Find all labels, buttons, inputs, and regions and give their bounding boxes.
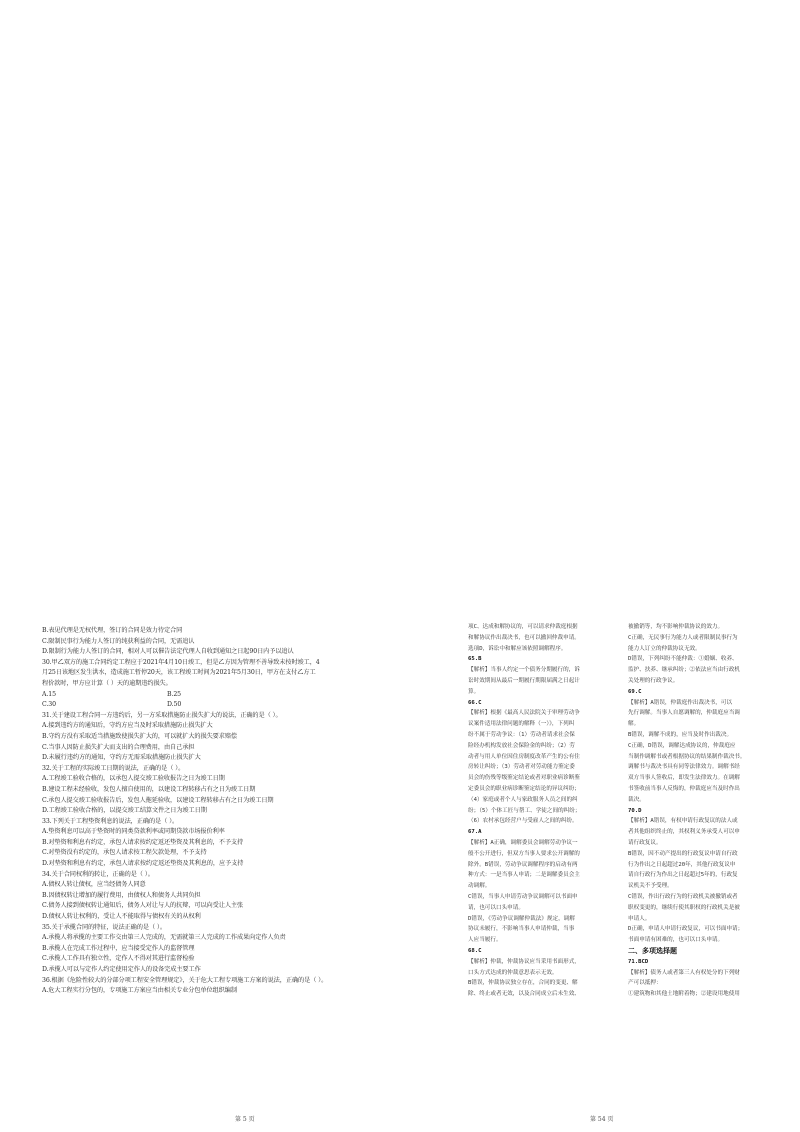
left-page-number: 第 5 页 [235, 1116, 255, 1123]
text-line: 请自行政行为作出之日起超过5年的，行政复 [628, 872, 738, 879]
text-line: 项C、达成和解协议的，可以请求仲裁庭根据 [468, 624, 578, 630]
text-line: 解。 [628, 721, 640, 728]
option-line: A.垫资利息可以高于垫资时的同类贷款利率或同期贷款市场报价利率 [42, 828, 225, 836]
text-line: 口头方式达成的仲裁意思表示无效。 [468, 969, 558, 976]
text-line: 先行调解。当事人自愿调解的，仲裁庭应当调 [628, 710, 740, 717]
text-line: 除外。B错误，劳动争议调解程序的启动有两 [468, 861, 578, 868]
text-line: 纷；（5）个体工匠与帮工、学徒之间的纠纷； [468, 807, 581, 814]
option-line: D.债权人转让权利的，受让人不能取得与债权有关的从权利 [42, 913, 201, 921]
text-line: 【解析】A错误，仲裁庭作出裁决书，可以 [628, 699, 733, 706]
text-line: 算。 [468, 688, 480, 695]
text-line: 书签收前当事人反悔的，仲裁庭应当及时作出 [628, 785, 740, 792]
text-line: 能力人订立的仲裁协议无效。 [628, 645, 701, 652]
left-page [42, 626, 462, 997]
text-line: 监护、扶养、继承纠纷；②依法应当由行政机 [628, 667, 740, 674]
text-line: C.限制民事行为能力人签订的纯获利益的合同，无需追认 [42, 637, 195, 645]
text-line: 议机关不予受理。 [628, 883, 673, 890]
option-line: C.当事人因防止损失扩大而支出的合理费用，由自己承担 [42, 743, 195, 751]
option-line: A.工程竣工验收合格的，以承包人提交竣工验收报告之日为竣工日期 [42, 775, 225, 783]
text-line: 【解析】根据《最高人民法院关于审理劳动争 [468, 710, 580, 717]
text-line: 和解协议作出裁决书，也可以撤回仲裁申请。 [468, 634, 580, 641]
text-line: 双方当事人签收后，即发生法律效力。在调解 [628, 775, 740, 782]
option-d: D.50 [167, 701, 182, 709]
text-line: 动调解。 [468, 883, 491, 890]
text-line: 程价款时，甲方应计算（ ）天的逾期违约损失。 [42, 679, 172, 687]
text-line: 险经办机构发放社会保险金的纠纷；（2）劳 [468, 742, 575, 749]
answer-68: 68.C [468, 947, 482, 954]
text-line: 协议未履行，不影响当事人申请仲裁，当事 [468, 926, 575, 933]
answer-70: 70.D [628, 807, 642, 814]
text-line: C错误，作出行政行为的行政机关被撤销或者 [628, 893, 738, 900]
text-line: 当制作调解书或者根据协议的结果制作裁决书。 [628, 753, 746, 760]
text-line: B错误，因不动产提出的行政复议申请自行政 [628, 850, 738, 857]
question-35: 35.关于承揽合同的特征，说法正确的是（ ）。 [42, 923, 166, 931]
text-line: 调解书与裁决书具有同等法律效力。调解书经 [628, 764, 740, 771]
option-a: A.15 [42, 690, 56, 698]
text-line: 书面申请有困难的，也可以口头申请。 [628, 937, 724, 944]
text-line: ①建筑物和其他土地附着物；②建设用地使用 [628, 991, 740, 998]
text-line: 职权变更的，继续行使其职权的行政机关是被 [628, 904, 740, 911]
text-line: D错误，下列纠纷不能仲裁：①婚姻、收养、 [628, 656, 738, 663]
option-b: B.25 [167, 690, 181, 698]
answer-71: 71.BCD [628, 958, 649, 965]
option-line: D.工程竣工验收合格的，以提交竣工结算文件之日为竣工日期 [42, 807, 207, 815]
text-line: 请行政复议。 [628, 839, 662, 846]
option-line: D.未履行违约方的通知，守约方无需采取措施防止损失扩大 [42, 754, 201, 762]
text-line: 【解析】A错误，有权申请行政复议的法人或 [628, 818, 738, 825]
question-32: 32.关于工程的实际竣工日期的说法，正确的是（ ）。 [42, 764, 185, 772]
question-36: 36.根据《危险性较大的分部分项工程安全管理规定》，关于危大工程专项施工方案的说法，正确的是（ ）。 [42, 976, 328, 984]
text-line: 选项D，诉讼中和解应该依照调解程序。 [468, 645, 567, 652]
text-line: 者其他组织终止的，其权利义务承受人可以申 [628, 829, 740, 836]
text-line: B.表见代理是无权代理，签订的合同是效力待定合同 [42, 627, 183, 634]
q30-options-row-2 [42, 700, 462, 711]
option-line: A.债权人转让债权，应当经债务人同意 [42, 881, 146, 889]
option-line: A.接到违约方的通知后，守约方应当及时采取措施防止损失扩大 [42, 722, 213, 730]
text-line: 产可以抵押： [628, 980, 662, 987]
scanned-spread [30, 618, 790, 1128]
text-line: D.限制行为能力人签订的合同，相对人可以催告法定代理人自收到通知之日起90日内予以追认 [42, 648, 294, 656]
right-page-number: 第 54 页 [590, 1116, 614, 1123]
text-line: 【解析】当事人约定一个债务分期履行的，诉 [468, 667, 580, 674]
text-line: （4）家庭或者个人与家政服务人员之间的纠 [468, 796, 578, 803]
text-line: 月25日该地区发生洪水，造成施工暂停20天，该工程竣工时间为2021年5月30日，甲方在支付乙方工 [42, 669, 316, 677]
text-line: 【解析】债务人或者第三人有权处分的下列财 [628, 969, 740, 976]
option-c: C.30 [42, 701, 56, 709]
text-line: 请，也可以口头申请。 [468, 904, 524, 911]
option-line: C.对垫资没有约定的，承包人请求按工程欠款处理，不予支持 [42, 849, 207, 857]
option-line: D.对垫资和利息有约定，承包人请求按约定返还垫资及其利息的，应予支持 [42, 860, 244, 868]
text-line: C正确，D错误，调解达成协议的，仲裁庭应 [628, 742, 736, 749]
question-34: 34.关于合同权利的转让，正确的是（ ）。 [42, 870, 154, 878]
option-line: B.承揽人在完成工作过程中，应当接受定作人的监督管理 [42, 944, 195, 952]
option-line: C.承揽人工作具有独立性，定作人不得对其进行监督检验 [42, 955, 195, 963]
option-line: B.守约方没有采取适当措施致使损失扩大的，可以就扩大的损失要求赔偿 [42, 732, 238, 740]
text-line: （6）农村承包经营户与受雇人之间的纠纷。 [468, 818, 578, 825]
text-line: 员会的伤残等级鉴定结论或者对职业病诊断鉴 [468, 775, 580, 782]
answer-67: 67.A [468, 829, 482, 836]
option-line: B.建设工程未经验收，发包人擅自使用的，以建设工程转移占有之日为竣工日期 [42, 785, 256, 793]
text-line: 房转让纠纷；（3）劳动者对劳动能力鉴定委 [468, 764, 575, 771]
text-line: D错误，《劳动争议调解仲裁法》规定，调解 [468, 915, 575, 922]
text-line: 申请人。 [628, 915, 651, 922]
option-line: D.承揽人可以与定作人约定使用定作人的设备完成主要工作 [42, 966, 201, 973]
right-page [450, 622, 790, 1102]
text-line: C正确，无民事行为能力人或者限制民事行为 [628, 634, 738, 641]
text-line: 人应当履行。 [468, 937, 502, 944]
text-line: 般不公开进行，但双方当事人要求公开调解的 [468, 850, 580, 857]
text-line: 行为作出之日起超过20年，其他行政复议申 [628, 861, 736, 868]
text-line: 纷不属于劳动争议：（1）劳动者请求社会保 [468, 731, 575, 738]
answer-65: 65.B [468, 656, 482, 663]
option-line: C.承包人提交竣工验收报告后，发包人拖延验收，以建设工程转移占有之日为竣工日期 [42, 796, 274, 804]
text-line: 动者与用人单位因住房制度改革产生的公有住 [468, 753, 580, 760]
text-line: B错误，调解不成的，应当及时作出裁决。 [628, 731, 733, 738]
option-line: B.因债权转让增加的履行费用，由债权人和债务人共同负担 [42, 891, 201, 899]
text-line: 【解析】仲裁，仲裁协议应当采用书面形式， [468, 958, 580, 965]
text-line: 议案件适用法律问题的解释（一）》，下列纠 [468, 721, 575, 728]
option-line: A.承揽人将承揽的主要工作交由第三人完成的，无需就第三人完成的工作成果向定作人负责 [42, 934, 286, 942]
q30-options-row-1 [42, 690, 462, 701]
text-line: 除、终止或者无效，以及合同成立后未生效、 [468, 991, 580, 998]
question-30: 30.甲乙双方的施工合同约定工程应于2021年4月10日竣工，但是乙方因为管理不善导致未按时竣工，4 [42, 658, 320, 666]
text-line: C错误，当事人申请劳动争议调解可以书面申 [468, 893, 578, 900]
answer-column-2 [628, 622, 788, 1000]
option-line: B.对垫资和利息有约定，承包人请求按约定返还垫资及其利息的，不予支持 [42, 838, 244, 846]
text-line: 种方式：一是当事人申请；二是调解委员会主 [468, 872, 580, 879]
text-line: 定委员会的职业病诊断鉴定结论的异议纠纷； [468, 785, 580, 792]
section-heading: 二、多项选择题 [628, 946, 677, 955]
option-line: A.危大工程实行分包的，专项施工方案应当由相关专业分包单位组织编制 [42, 987, 237, 995]
option-line: C.债务人接到债权转让通知后，债务人对让与人的抗辩，可以向受让人主张 [42, 902, 244, 910]
text-line: 裁决。 [628, 796, 645, 803]
text-line: 关处理的行政争议。 [628, 677, 679, 684]
question-33: 33.下列关于工程垫资利息的说法，正确的是（ ）。 [42, 817, 179, 825]
text-line: 被撤销等，均不影响仲裁协议的效力。 [628, 624, 724, 630]
answer-66: 66.C [468, 699, 482, 706]
question-31: 31.关于建设工程合同一方违约后，另一方采取措施防止损失扩大的说法，正确的是（ ）。 [42, 711, 282, 719]
text-line: D正确，申请人申请行政复议，可以书面申请； [628, 926, 744, 933]
text-line: 讼时效期间从最后一期履行期限届满之日起计 [468, 677, 580, 684]
text-line: B错误，仲裁协议独立存在，合同的变更、解 [468, 980, 578, 987]
answer-69: 69.C [628, 688, 642, 695]
text-line: 【解析】A正确，调解委员会调解劳动争议一 [468, 839, 578, 846]
answer-column-1 [468, 622, 618, 1000]
